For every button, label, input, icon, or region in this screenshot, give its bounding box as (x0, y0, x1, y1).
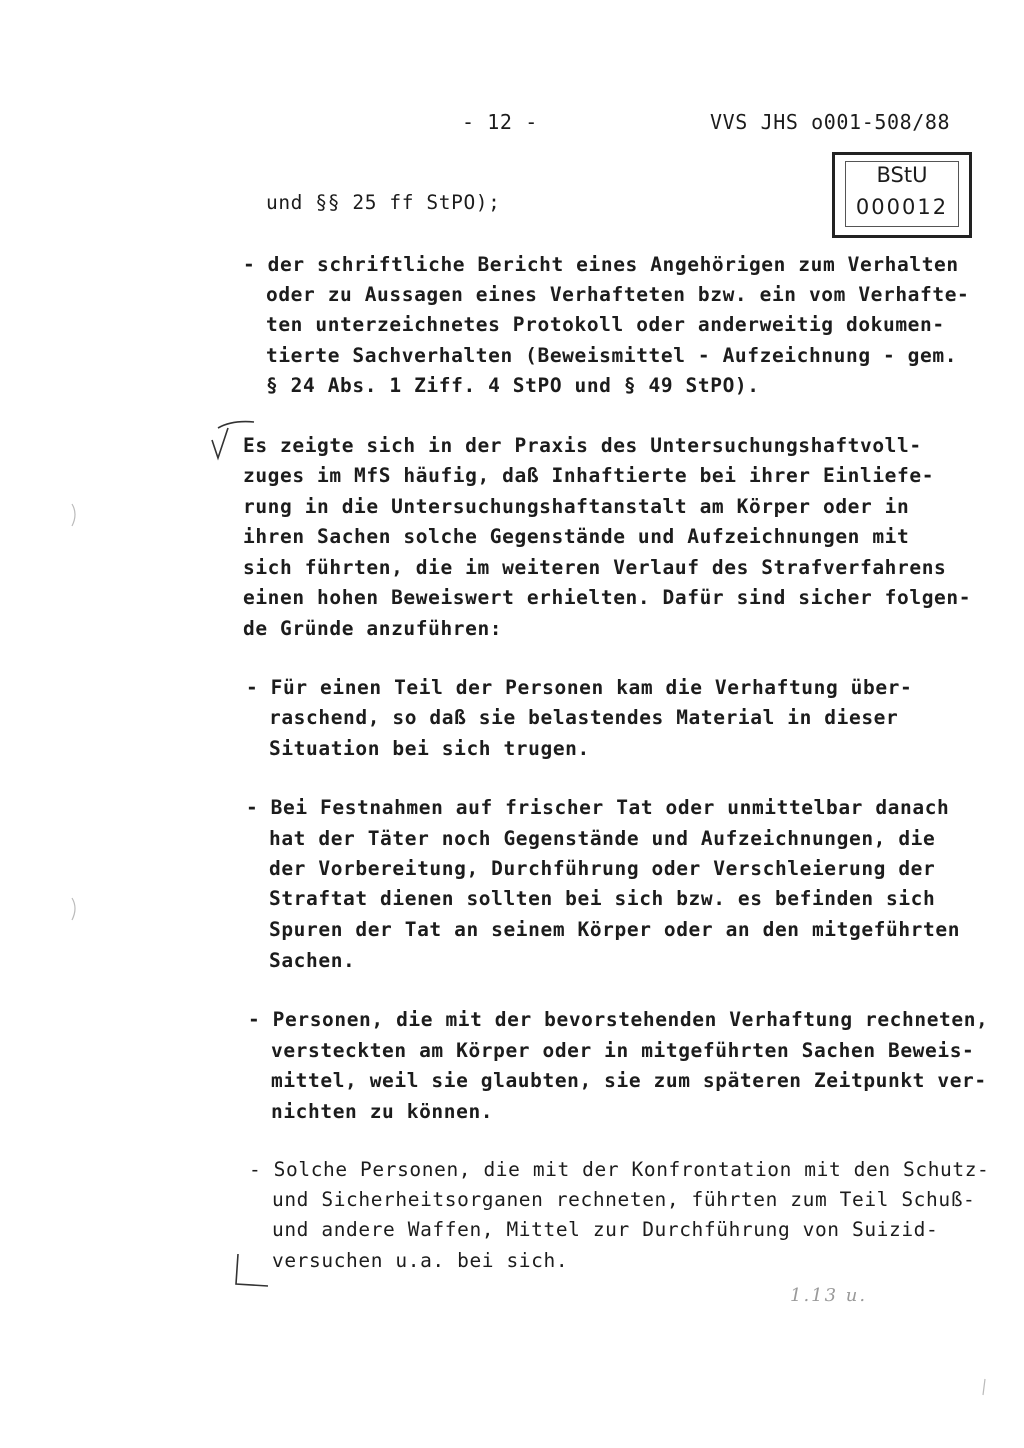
paragraph-line: sich führten, die im weiteren Verlauf des Strafverfahrens (243, 556, 947, 579)
margin-bracket-bottom-icon (228, 1250, 278, 1290)
list-item-line: hat der Täter noch Gegenstände und Aufzeichnungen, die (269, 827, 936, 850)
list-item-line: ten unterzeichnetes Protokoll oder anderweitig dokumen- (266, 313, 945, 336)
list-item-line: Situation bei sich trugen. (269, 737, 590, 760)
list-item-line: versteckten am Körper oder in mitgeführten Sachen Beweis- (271, 1039, 975, 1062)
handwritten-annotation: 1.13 u. (790, 1285, 868, 1306)
document-reference: VVS JHS o001-508/88 (710, 110, 951, 134)
list-item-line: der Vorbereitung, Durchführung oder Verschleierung der (269, 857, 936, 880)
margin-bracket-top-icon (198, 414, 258, 464)
stamp-label: BStU (876, 163, 928, 187)
margin-tick-icon (66, 500, 86, 530)
list-item-line: tierte Sachverhalten (Beweismittel - Aufzeichnung - gem. (266, 344, 958, 367)
paragraph-line: Es zeigte sich in der Praxis des Untersuchungshaftvoll- (243, 434, 922, 457)
list-item-line: - Solche Personen, die mit der Konfrontation mit den Schutz- (249, 1158, 990, 1181)
list-item-line: - Bei Festnahmen auf frischer Tat oder unmittelbar danach (246, 796, 950, 819)
list-item-line: - Für einen Teil der Personen kam die Verhaftung über- (246, 676, 913, 699)
paragraph-line: de Gründe anzuführen: (243, 617, 503, 640)
list-item-line: - Personen, die mit der bevorstehenden Verhaftung rechneten, (248, 1008, 989, 1031)
list-item-line: oder zu Aussagen eines Verhafteten bzw. ein vom Verhafte- (266, 283, 970, 306)
list-item-line: versuchen u.a. bei sich. (272, 1249, 569, 1272)
text-line: und §§ 25 ff StPO); (266, 191, 501, 214)
paragraph-line: rung in die Untersuchungshaftanstalt am Körper oder in (243, 495, 910, 518)
paragraph-line: einen hohen Beweiswert erhielten. Dafür sind sicher folgen- (243, 586, 972, 609)
list-item-line: Spuren der Tat an seinem Körper oder an den mitgeführten (269, 918, 961, 941)
paragraph-line: ihren Sachen solche Gegenstände und Aufzeichnungen mit (243, 525, 910, 548)
stamp-number: 000012 (855, 195, 949, 219)
list-item-line: § 24 Abs. 1 Ziff. 4 StPO und § 49 StPO). (266, 374, 760, 397)
margin-tick-icon (66, 894, 86, 924)
list-item-line: nichten zu können. (271, 1100, 494, 1123)
paragraph-line: zuges im MfS häufig, daß Inhaftierte bei ihrer Einliefe- (243, 464, 935, 487)
archive-stamp (832, 152, 972, 238)
scan-speck-icon (975, 1375, 995, 1405)
list-item-line: - der schriftliche Bericht eines Angehörigen zum Verhalten (243, 253, 959, 276)
list-item-line: raschend, so daß sie belastendes Material in dieser (269, 706, 899, 729)
list-item-line: Straftat dienen sollten bei sich bzw. es befinden sich (269, 887, 936, 910)
list-item-line: mittel, weil sie glaubten, sie zum späteren Zeitpunkt ver- (271, 1069, 987, 1092)
list-item-line: und Sicherheitsorganen rechneten, führten zum Teil Schuß- (272, 1188, 976, 1211)
page-number: - 12 - (462, 110, 538, 134)
list-item-line: und andere Waffen, Mittel zur Durchführung von Suizid- (272, 1218, 939, 1241)
list-item-line: Sachen. (269, 949, 356, 972)
